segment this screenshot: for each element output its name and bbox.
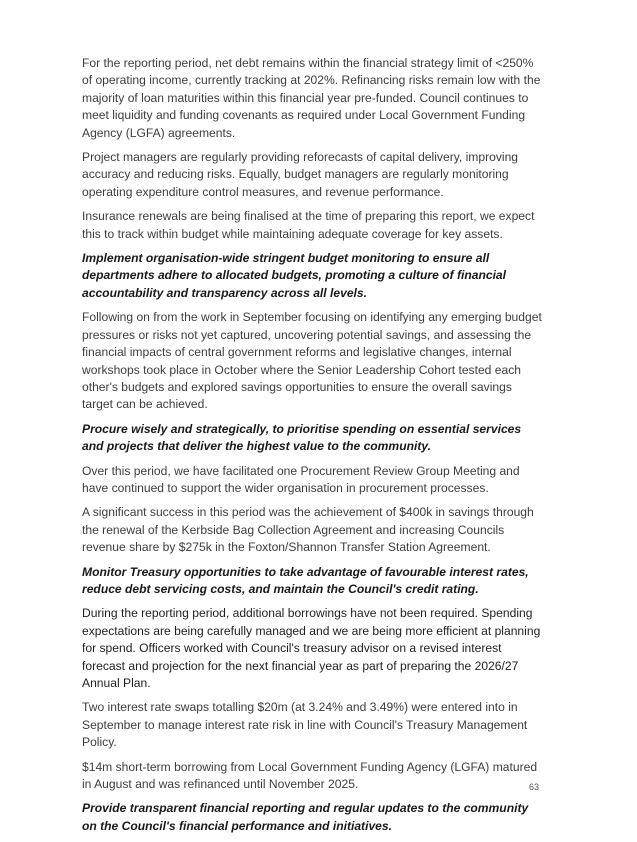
paragraph-project-managers: Project managers are regularly providing reforecasts of capital delivery, improving accuracy and reducing risks. Equally, budget managers are regularly monitoring operating expenditure control measures, and revenue performance.: [82, 150, 519, 199]
paragraph-borrowings: During the reporting period, additional borrowings have not been required. Spending expectations are being carefully managed and we are being more efficient at planning for spend. Officers worked with Council's treasury advisor on a revised interest forecast and projection for the next financial year as part of preparing the 2026/27 Annual Plan.: [82, 606, 541, 690]
paragraph-net-debt: For the reporting period, net debt remains within the financial strategy limit of <250% of operating income, currently tracking at 202%. Refinancing risks remain low with the majority of loan maturities within this financial year pre-funded. Council continues to meet liquidity and funding covenants as required under Local Government Funding Agency (LGFA) agreements.: [82, 56, 541, 140]
heading-treasury: Monitor Treasury opportunities to take advantage of favourable interest rates, reduce debt servicing costs, and maintain the Council's credit rating.: [82, 564, 529, 596]
paragraph-procurement-review: Over this period, we have facilitated one Procurement Review Group Meeting and have continued to support the wider organisation in procurement processes.: [82, 463, 520, 495]
paragraph-interest-swaps: Two interest rate swaps totalling $20m (at 3.24% and 3.49%) were entered into in September to manage interest rate risk in line with Council's Treasury Management Policy.: [82, 700, 528, 750]
heading-procure-wisely: Procure wisely and strategically, to prioritise spending on essential services and projects that deliver the highest value to the community.: [82, 421, 522, 454]
paragraph-september-work: Following on from the work in September focusing on identifying any emerging budget pressures or risks not yet captured, uncovering potential savings, and assessing the financial impacts of central government reforms and legislative changes, internal workshops took place in October where the Senior Leadership Cohort tested each other's budgets and explored savings opportunities to ensure the overall savings target can be achieved.: [82, 310, 542, 412]
heading-budget-monitoring: Implement organisation-wide stringent budget monitoring to ensure all departments adhere to allocated budgets, promoting a culture of financial accountability and transparency across all levels.: [82, 251, 507, 300]
paragraph-savings-success: A significant success in this period was the achievement of $400k in savings through the renewal of the Kerbside Bag Collection Agreement and increasing Councils revenue share by $275k in the Foxton/Shannon Transfer Station Agreement.: [82, 505, 534, 555]
heading-transparent-reporting: Provide transparent financial reporting and regular updates to the community on the Council's financial performance and initiatives.: [82, 801, 529, 833]
page-number: 63: [529, 782, 540, 792]
document-body: [82, 55, 544, 842]
paragraph-short-term-borrowing: $14m short-term borrowing from Local Government Funding Agency (LGFA) matured in August and was refinanced until November 2025.: [82, 759, 538, 792]
paragraph-insurance: Insurance renewals are being finalised at the time of preparing this report, we expect this to track within budget while maintaining adequate coverage for key assets.: [82, 209, 535, 241]
